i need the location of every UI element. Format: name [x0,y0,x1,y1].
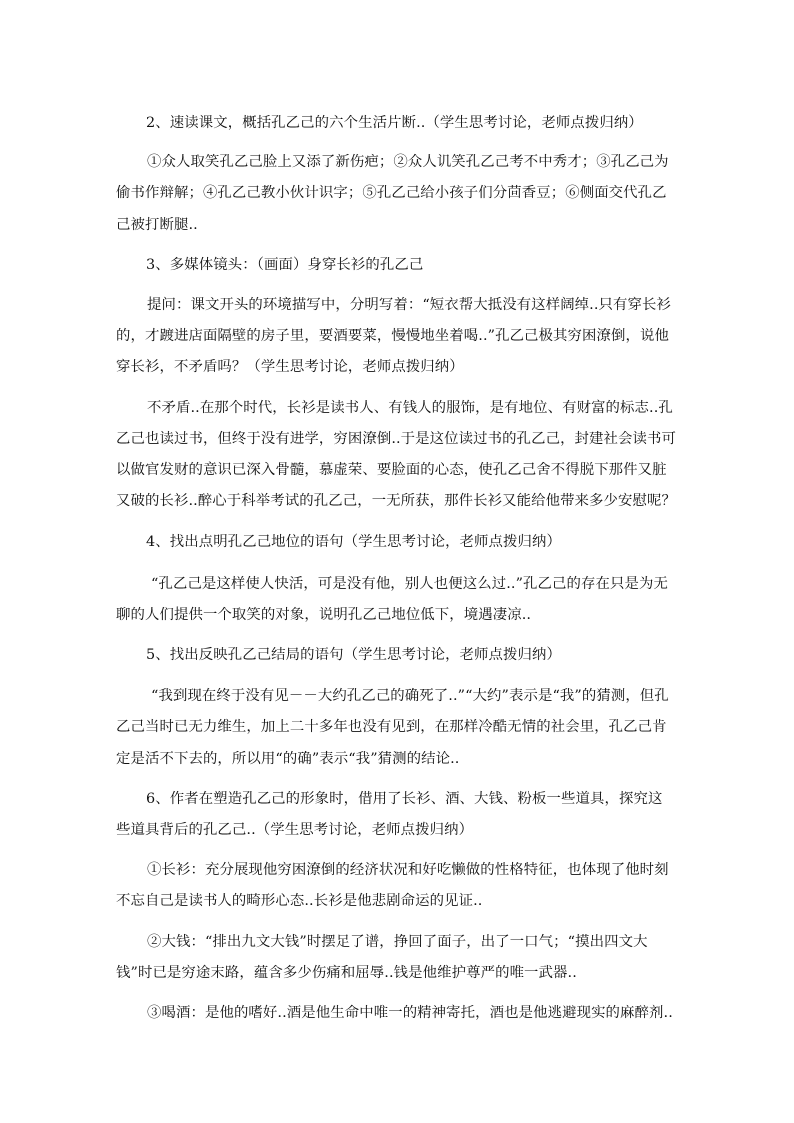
question-4-answer: “孔乙己是这样使人快活，可是没有他，别人也便这么过..”孔乙己的存在只是为无聊的人们提供一个取笑的对象，说明孔乙己地位低下，境遇凄凉.. [116,575,668,623]
question-6-answer-hejiu: ③喝酒：是他的嗜好..酒是他生命中唯一的精神寄托，酒也是他逃避现实的麻醉剂.. [147,1005,673,1022]
question-3-prompt: 提问：课文开头的环境描写中，分明写着：“短衣帮大抵没有这样阔绰..只有穿长衫的，才踱进店面隔壁的房子里，要酒要菜，慢慢地坐着喝..”孔乙己极其穷困潦倒，说他穿长衫，不矛盾吗？（学生思考讨论，老师点拨归纳） [116,297,671,376]
question-6-answer-changshan: ①长衫：充分展现他穷困潦倒的经济状况和好吃懒做的性格特征，也体现了他时刻不忘自己是读书人的畸形心态..长衫是他悲剧命运的见证.. [116,862,669,910]
question-5-heading: 5、找出反映孔乙己结局的语句（学生思考讨论，老师点拨归纳） [146,647,561,664]
question-3-heading: 3、多媒体镜头：（画面）身穿长衫的孔乙己 [146,256,424,273]
question-2-heading: 2、速读课文，概括孔乙己的六个生活片断..（学生思考讨论，老师点拨归纳） [146,115,643,131]
question-5-answer: “我到现在终于没有见－－大约孔乙己的确死了..”“大约”表示是“我”的猜测，但孔乙己当时已无力维生，加上二十多年也没有见到，在那样冷酷无情的社会里，孔乙己肯定是活不下去的，所以用“的确”表示“我”猜测的结论.. [116,688,669,767]
question-6-answer-daqian: ②大钱：“排出九文大钱”时摆足了谱，挣回了面子，出了一口气；“摸出四文大钱”时已是穷途末路，蕴含多少伤痛和屈辱..钱是他维护尊严的唯一武器.. [116,933,648,981]
document-body [116,108,676,1029]
question-6-heading: 6、作者在塑造孔乙己的形象时，借用了长衫、酒、大钱、粉板一些道具，探究这些道具背后的孔乙己..（学生思考讨论，老师点拨归纳） [116,790,663,839]
question-2-answer: ①众人取笑孔乙己脸上又添了新伤疤；②众人讥笑孔乙己考不中秀才；③孔乙己为偷书作辩解；④孔乙己教小伙计识字；⑤孔乙己给小孩子们分茴香豆；⑥侧面交代孔乙己被打断腿.. [116,154,669,233]
question-4-heading: 4、找出点明孔乙己地位的语句（学生思考讨论，老师点拨归纳） [146,534,561,551]
question-3-answer: 不矛盾..在那个时代，长衫是读书人、有钱人的服饰，是有地位、有财富的标志..孔乙己也读过书，但终于没有进学，穷困潦倒..于是这位读过书的孔乙己，封建社会读书可以做官发财的意识已深入骨髓，慕虚荣、要脸面的心态，使孔乙己舍不得脱下那件又脏又破的长衫..醉心于科举考试的孔乙己，一无所获，那件长衫又能给他带来多少安慰呢？ [116,399,676,510]
